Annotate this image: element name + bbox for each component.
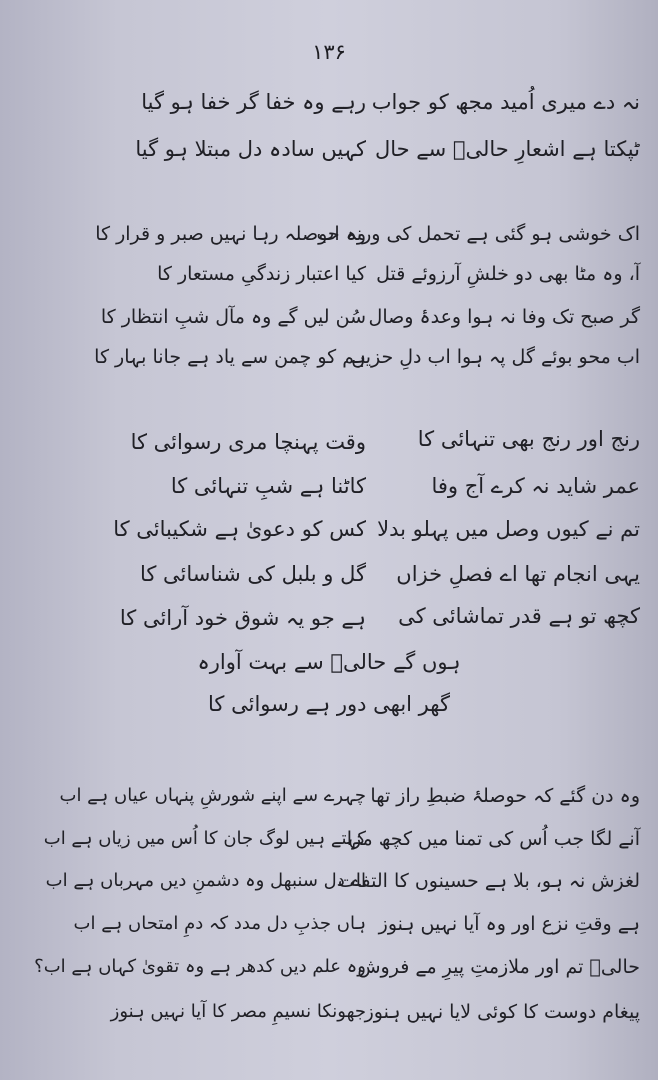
- verse-line: ہم کو چمن سے یاد ہے جانا بہار کا: [94, 346, 366, 368]
- verse-line: کس کو دعویٰ ہے شکیبائی کا: [113, 517, 366, 541]
- verse-line: سُن لیں گے وہ مآل شبِ انتظار کا: [100, 306, 366, 328]
- verse-line: ہے وقتِ نزع اور وہ آیا نہیں ہنوز: [378, 913, 640, 935]
- verse-line: وہ علم دیں کدھر ہے وہ تقویٰ کہاں ہے اب؟: [34, 956, 366, 977]
- verse-line: جھونکا نسیمِ مصر کا آیا نہیں ہنوز: [110, 1001, 366, 1022]
- verse-line: یہی انجام تھا اے فصلِ خزاں: [396, 562, 640, 586]
- verse-line: کچھ تو ہے قدر تماشائی کی: [398, 604, 640, 628]
- verse-line: ہے جو یہ شوق خود آرائی کا: [119, 606, 366, 630]
- verse-line: گر صبح تک وفا نہ ہوا وعدۂ وصال: [368, 306, 640, 328]
- verse-line: وہ حوصلہ رہا نہیں صبر و قرار کا: [95, 223, 366, 245]
- verse-line: وقت پہنچا مری رسوائی کا: [130, 430, 366, 454]
- verse-line: ٹپکتا ہے اشعارِ حالیؔ سے حال: [374, 137, 640, 161]
- verse-line: اب محو بوئے گل پہ ہوا اب دلِ حزیں: [351, 346, 640, 368]
- verse-line: ہاں جذبِ دل مدد کہ دمِ امتحاں ہے اب: [73, 913, 366, 934]
- verse-line: لغزش نہ ہو، بلا ہے حسینوں کا التفات: [337, 870, 640, 892]
- verse-line: پیغام دوست کا کوئی لایا نہیں ہنوز: [364, 1001, 640, 1023]
- verse-line: آنے لگا جب اُس کی تمنا میں کچھ مزا: [346, 828, 640, 850]
- verse-line: کاٹنا ہے شبِ تنہائی کا: [170, 474, 366, 498]
- verse-line: گل و بلبل کی شناسائی کا: [139, 562, 366, 586]
- closing-verse: ہوں گے حالیؔ سے بہت آوارہ: [197, 650, 461, 674]
- verse-line: رنج اور رنج بھی تنہائی کا: [417, 427, 640, 451]
- verse-line: اک خوشی ہو گئی ہے تحمل کی ورنہ اب: [316, 223, 640, 245]
- verse-line: وہ دن گئے کہ حوصلۂ ضبطِ راز تھا: [370, 785, 640, 807]
- verse-line: رہے وہ خفا گر خفا ہو گیا: [141, 90, 366, 114]
- verse-line: کہیں سادہ دل مبتلا ہو گیا: [135, 137, 366, 161]
- verse-line: حالیؔ تم اور ملازمتِ پیرِ مے فروش: [357, 956, 640, 978]
- verse-line: آ، وہ مٹا بھی دو خلشِ آرزوئے قتل: [376, 263, 640, 285]
- verse-line: تم نے کیوں وصل میں پہلو بدلا: [377, 517, 640, 541]
- page-number: ۱۳۶: [312, 40, 346, 64]
- verse-line: عمر شاید نہ کرے آج وفا: [431, 474, 640, 498]
- verse-line: نہ دے میری اُمید مجھ کو جواب: [371, 90, 640, 114]
- closing-verse: گھر ابھی دور ہے رسوائی کا: [208, 692, 450, 716]
- verse-line: کہتے ہیں لوگ جان کا اُس میں زیاں ہے اب: [43, 828, 366, 849]
- verse-line: اے دل سنبھل وہ دشمنِ دیں مہرباں ہے اب: [45, 870, 366, 891]
- verse-line: چہرے سے اپنے شورشِ پنہاں عیاں ہے اب: [59, 785, 366, 806]
- verse-line: کیا اعتبار زندگیِ مستعار کا: [157, 263, 366, 285]
